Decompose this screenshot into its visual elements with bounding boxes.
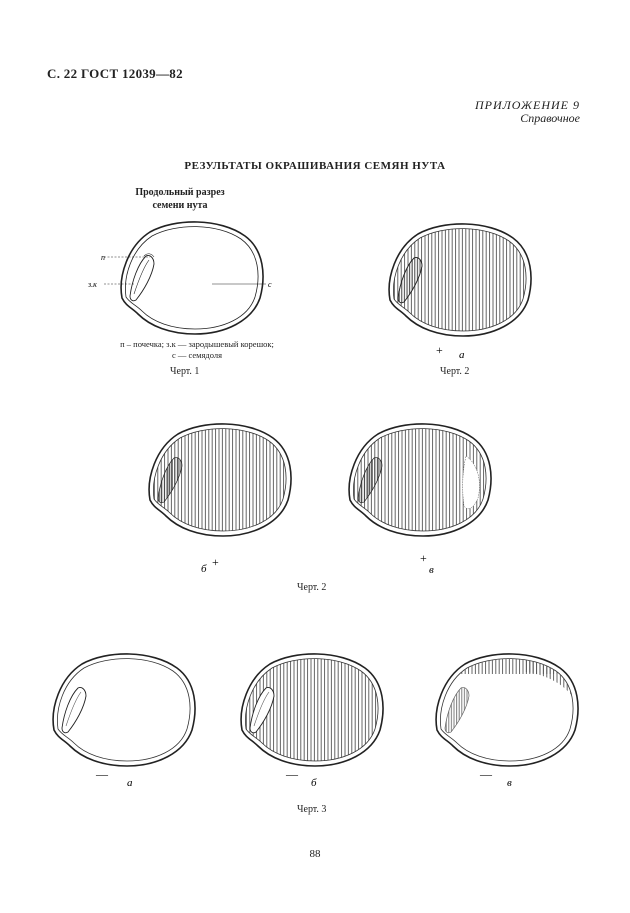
figure2-seed-b [149,424,291,536]
figure1-caption: Черт. 1 [170,366,200,377]
figure3-seed-a-sign: — [96,767,108,781]
figure2-seed-a-letter: а [459,349,465,361]
figure2-seed-v-letter: в [429,564,434,576]
figure1-label-s: с [268,280,272,289]
figure1-legend-line2: с — семядоля [171,350,223,360]
figure1-heading-line2: семени нута [152,200,208,211]
figure2-seed-v-sign: + [420,551,427,565]
figure3-seed-v-letter: в [507,777,512,789]
figure2-caption-top: Черт. 2 [440,366,470,377]
figure2-seed-v [349,424,491,536]
figure1-seed-section [104,222,266,334]
figure3-caption: Черт. 3 [297,804,327,815]
figure3-seed-a-letter: а [127,777,133,789]
figure2-caption-mid: Черт. 2 [297,582,327,593]
figure3-seed-v-sign: — [480,767,492,781]
figure2-seed-b-sign: + [212,555,219,569]
figure3-seed-b-letter: б [311,777,317,789]
figure3-seed-v [435,648,578,766]
figure1-legend-line1: п – почечка; з.к — зародышевый корешок; [120,339,274,349]
appendix-title: ПРИЛОЖЕНИЕ 9 [475,98,580,112]
figure3-seed-b [241,654,383,766]
figure3-seed-a [53,654,195,766]
page-number: 88 [309,848,321,860]
figure3-seed-b-sign: — [286,767,298,781]
figure2-seed-a [389,224,531,336]
main-title: РЕЗУЛЬТАТЫ ОКРАШИВАНИЯ СЕМЯН НУТА [184,160,446,172]
page-header: С. 22 ГОСТ 12039—82 [47,66,183,81]
figure2-seed-b-letter: б [201,563,207,575]
figure1-heading-line1: Продольный разрез [135,187,225,198]
appendix-subtitle: Справочное [520,111,580,125]
figure2-seed-a-sign: + [436,343,443,357]
figure1-label-zk: з.к [88,280,97,289]
figure1-legend [82,339,312,361]
figure1-label-p: п [101,253,105,262]
